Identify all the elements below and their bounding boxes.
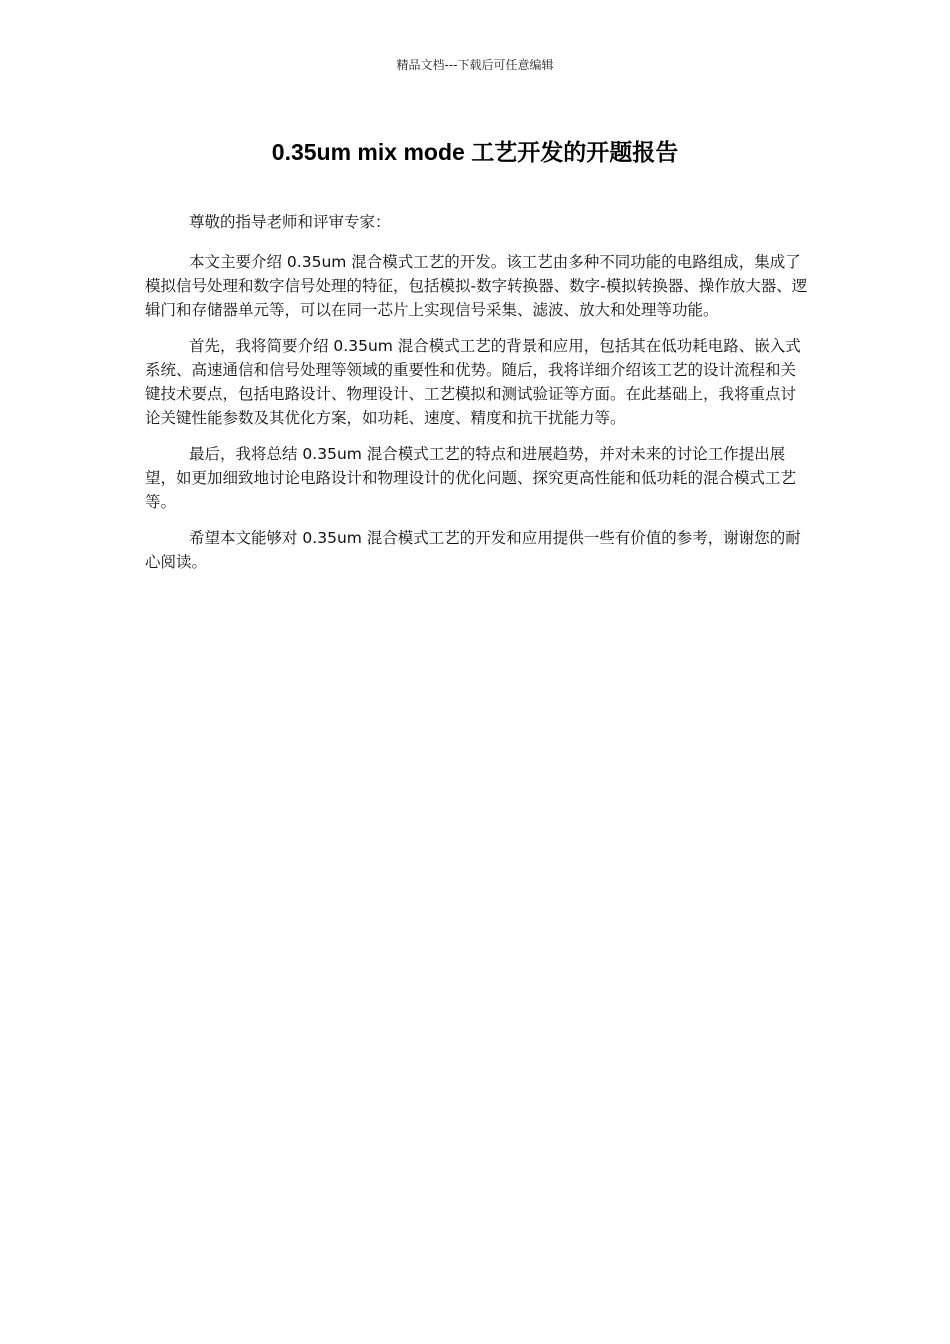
paragraph-background: 首先，我将简要介绍 0.35um 混合模式工艺的背景和应用，包括其在低功耗电路、嵌入式系统、高速通信和信号处理等领域的重要性和优势。随后，我将详细介绍该工艺的设计流程和关键技术要点，包括电路设计、物理设计、工艺模拟和测试验证等方面。在此基础上，我将重点讨论关键性能参数及其优化方案，如功耗、速度、精度和抗干扰能力等。 [145,337,801,427]
paragraph-introduction: 本文主要介绍 0.35um 混合模式工艺的开发。该工艺由多种不同功能的电路组成，集成了模拟信号处理和数字信号处理的特征，包括模拟-数字转换器、数字-模拟转换器、操作放大器、逻辑门和存储器单元等，可以在同一芯片上实现信号采集、滤波、放大和处理等功能。 [145,253,808,319]
salutation: 尊敬的指导老师和评审专家： [189,213,391,231]
paragraph-closing: 希望本文能够对 0.35um 混合模式工艺的开发和应用提供一些有价值的参考，谢谢您的耐心阅读。 [145,529,801,571]
page-header-watermark: 精品文档---下载后可任意编辑 [396,58,554,72]
document-body [145,210,810,586]
paragraph-summary: 最后，我将总结 0.35um 混合模式工艺的特点和进展趋势，并对未来的讨论工作提出展望，如更加细致地讨论电路设计和物理设计的优化问题、探究更高性能和低功耗的混合模式工艺等。 [145,445,797,511]
document-title: 0.35um mix mode 工艺开发的开题报告 [271,139,679,165]
